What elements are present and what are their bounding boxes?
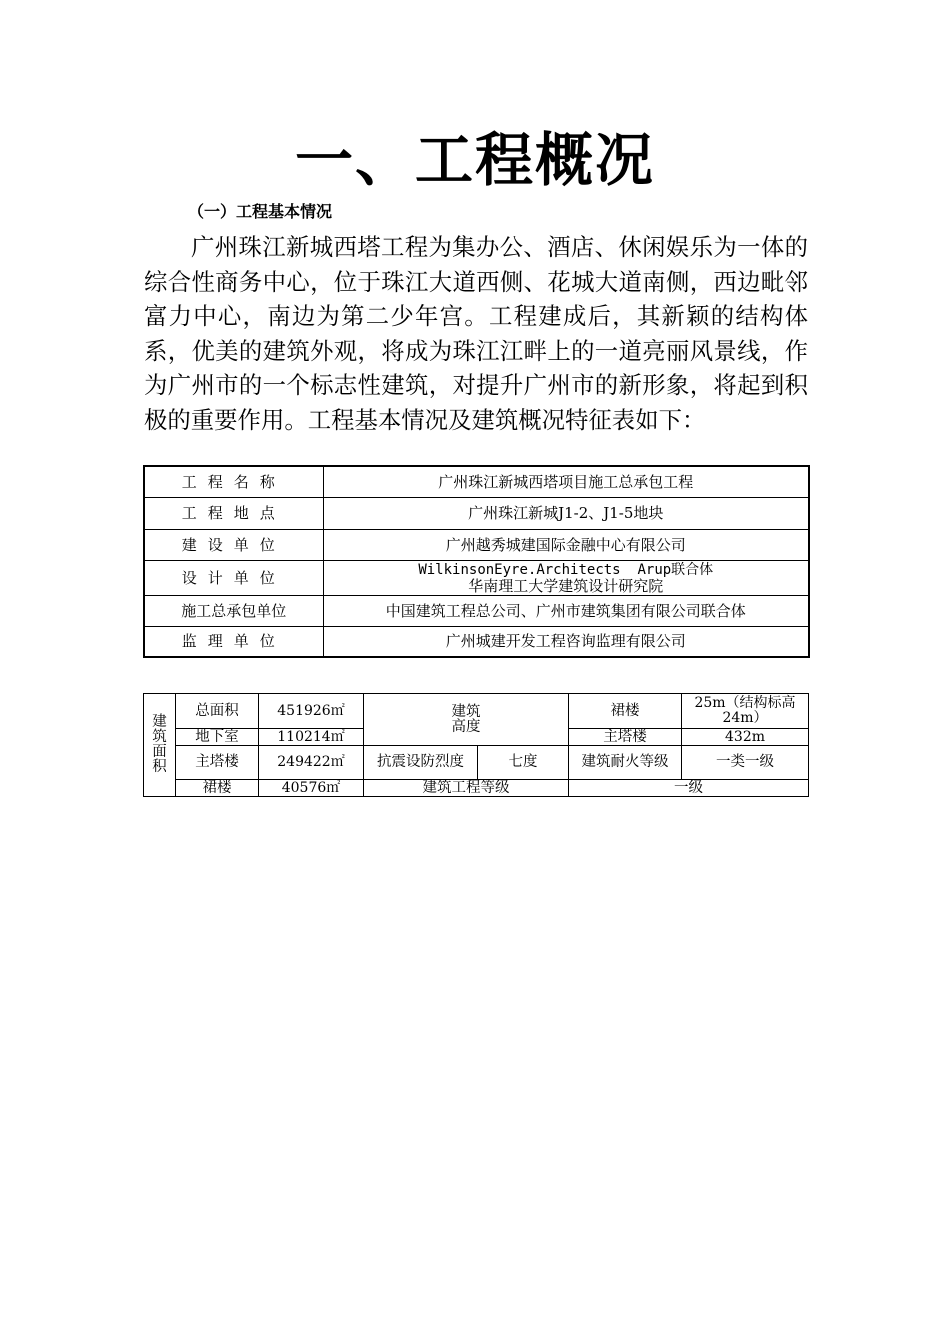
table-row [144, 497, 809, 529]
fire-label-cell [569, 746, 682, 780]
tower-area-value: 249422㎡ [259, 746, 364, 780]
row-label: 建设单位 [144, 529, 323, 560]
area-group-label [144, 694, 176, 797]
podium-height-value [682, 694, 809, 729]
row-value: 广州珠江新城西塔项目施工总承包工程 [323, 466, 809, 497]
tower-height-value: 432m [682, 729, 809, 746]
fire-value: 一类一级 [682, 746, 809, 780]
row-value: 中国建筑工程总公司、广州市建筑集团有限公司联合体 [323, 595, 809, 626]
podium-area-label: 裙楼 [176, 780, 259, 797]
row-value: 广州越秀城建国际金融中心有限公司 [323, 529, 809, 560]
podium-height-label: 裙楼 [569, 694, 682, 729]
table-row [144, 529, 809, 560]
podium-height-text: 25m（结构标高24m） [694, 695, 796, 726]
grade-value: 一级 [569, 780, 809, 797]
height-label: 建筑高度 [451, 703, 481, 735]
row-value: 广州珠江新城J1-2、J1-5地块 [323, 497, 809, 529]
seismic-label: 抗震设防烈度 [377, 754, 464, 770]
row-label: 工程名称 [144, 466, 323, 497]
tower-area-label: 主塔楼 [176, 746, 259, 780]
table-row [144, 746, 809, 780]
fire-label: 建筑耐火等级 [581, 754, 669, 770]
table-row [144, 560, 809, 595]
row-label: 工程地点 [144, 497, 323, 529]
basement-label: 地下室 [176, 729, 259, 746]
total-area-label: 总面积 [176, 694, 259, 729]
section-heading: （一）工程基本情况 [188, 202, 333, 221]
row-value-multiline [323, 560, 809, 595]
row-value: 广州城建开发工程咨询监理有限公司 [323, 626, 809, 657]
total-area-value: 451926㎡ [259, 694, 364, 729]
tower-height-label: 主塔楼 [569, 729, 682, 746]
intro-paragraph: 广州珠江新城西塔工程为集办公、酒店、休闲娱乐为一体的综合性商务中心，位于珠江大道西侧、花城大道南侧，西边毗邻富力中心，南边为第二少年宫。工程建成后，其新颖的结构体系，优美的建筑外观，将成为珠江江畔上的一道亮丽风景线，作为广州市的一个标志性建筑，对提升广州市的新形象，将起到积极的重要作用。工程基本情况及建筑概况特征表如下： [144, 233, 808, 434]
table-row [144, 595, 809, 626]
basement-value: 110214㎡ [259, 729, 364, 746]
grade-label: 建筑工程等级 [364, 780, 569, 797]
table-row [144, 780, 809, 797]
row-label: 设计单位 [144, 560, 323, 595]
page-title: 一、工程概况 [294, 126, 655, 194]
row-label: 监理单位 [144, 626, 323, 657]
table-row [144, 694, 809, 729]
podium-area-value: 40576㎡ [259, 780, 364, 797]
building-overview-table [143, 693, 809, 797]
table-row [144, 626, 809, 657]
row-label: 施工总承包单位 [144, 595, 323, 626]
designer-line-2: 华南理工大学建筑设计研究院 [468, 576, 664, 595]
seismic-value: 七度 [478, 746, 569, 780]
vertical-text: 建筑面积 [152, 714, 167, 775]
project-info-table [143, 465, 810, 658]
height-label-cell [364, 694, 569, 746]
designer-line-1: WilkinsonEyre.Architects Arup联合体 [418, 561, 714, 578]
seismic-label-cell [364, 746, 478, 780]
table-row [144, 466, 809, 497]
